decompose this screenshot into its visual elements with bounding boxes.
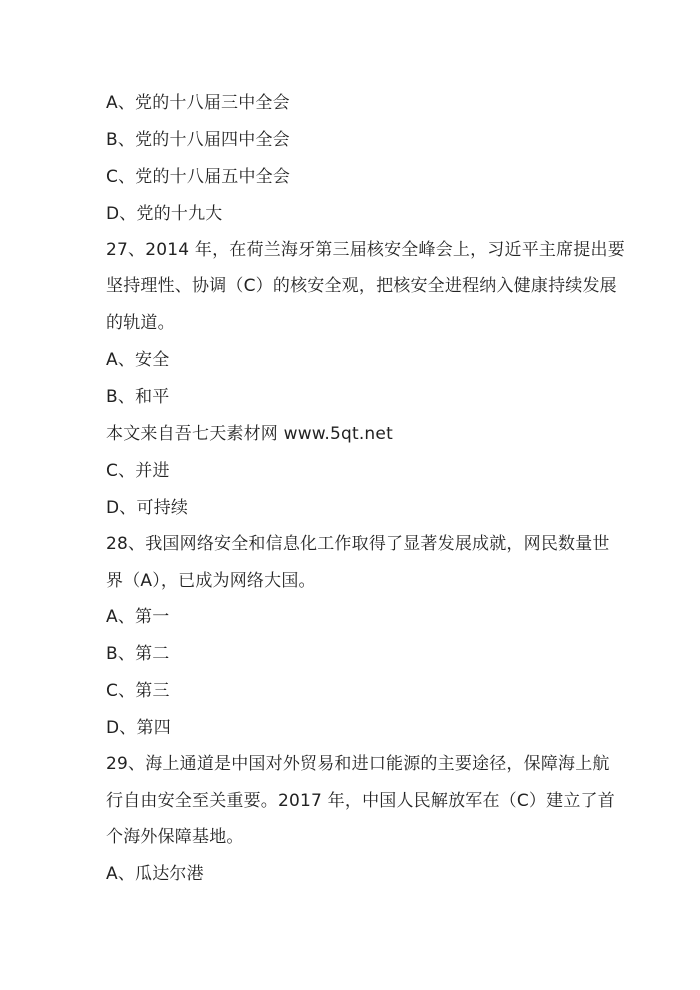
question-28-line-2: 界（A），已成为网络大国。 — [106, 571, 316, 591]
question-27-line-3: 的轨道。 — [106, 313, 175, 333]
question-29-line-3: 个海外保障基地。 — [106, 827, 244, 847]
option-d: D、第四 — [106, 718, 171, 738]
option-b: B、和平 — [106, 387, 170, 407]
question-27-line-2: 坚持理性、协调（C）的核安全观，把核安全进程纳入健康持续发展 — [106, 276, 617, 296]
question-28-line-1: 28、我国网络安全和信息化工作取得了显著发展成就，网民数量世 — [106, 534, 610, 554]
option-b: B、党的十八届四中全会 — [106, 130, 290, 150]
option-a: A、瓜达尔港 — [106, 864, 204, 884]
option-a: A、党的十八届三中全会 — [106, 93, 290, 113]
option-c: C、并进 — [106, 461, 170, 481]
option-c: C、第三 — [106, 681, 170, 701]
question-29-line-2: 行自由安全至关重要。2017 年，中国人民解放军在（C）建立了首 — [106, 791, 615, 811]
option-d: D、党的十九大 — [106, 204, 223, 224]
question-27-line-1: 27、2014 年，在荷兰海牙第三届核安全峰会上，习近平主席提出要 — [106, 240, 625, 260]
option-a: A、第一 — [106, 607, 170, 627]
option-c: C、党的十八届五中全会 — [106, 167, 291, 187]
question-29-line-1: 29、海上通道是中国对外贸易和进口能源的主要途径，保障海上航 — [106, 754, 610, 774]
option-d: D、可持续 — [106, 498, 189, 518]
option-a: A、安全 — [106, 350, 170, 370]
option-b: B、第二 — [106, 644, 170, 664]
source-watermark-text: 本文来自吾七天素材网 www.5qt.net — [106, 424, 393, 444]
